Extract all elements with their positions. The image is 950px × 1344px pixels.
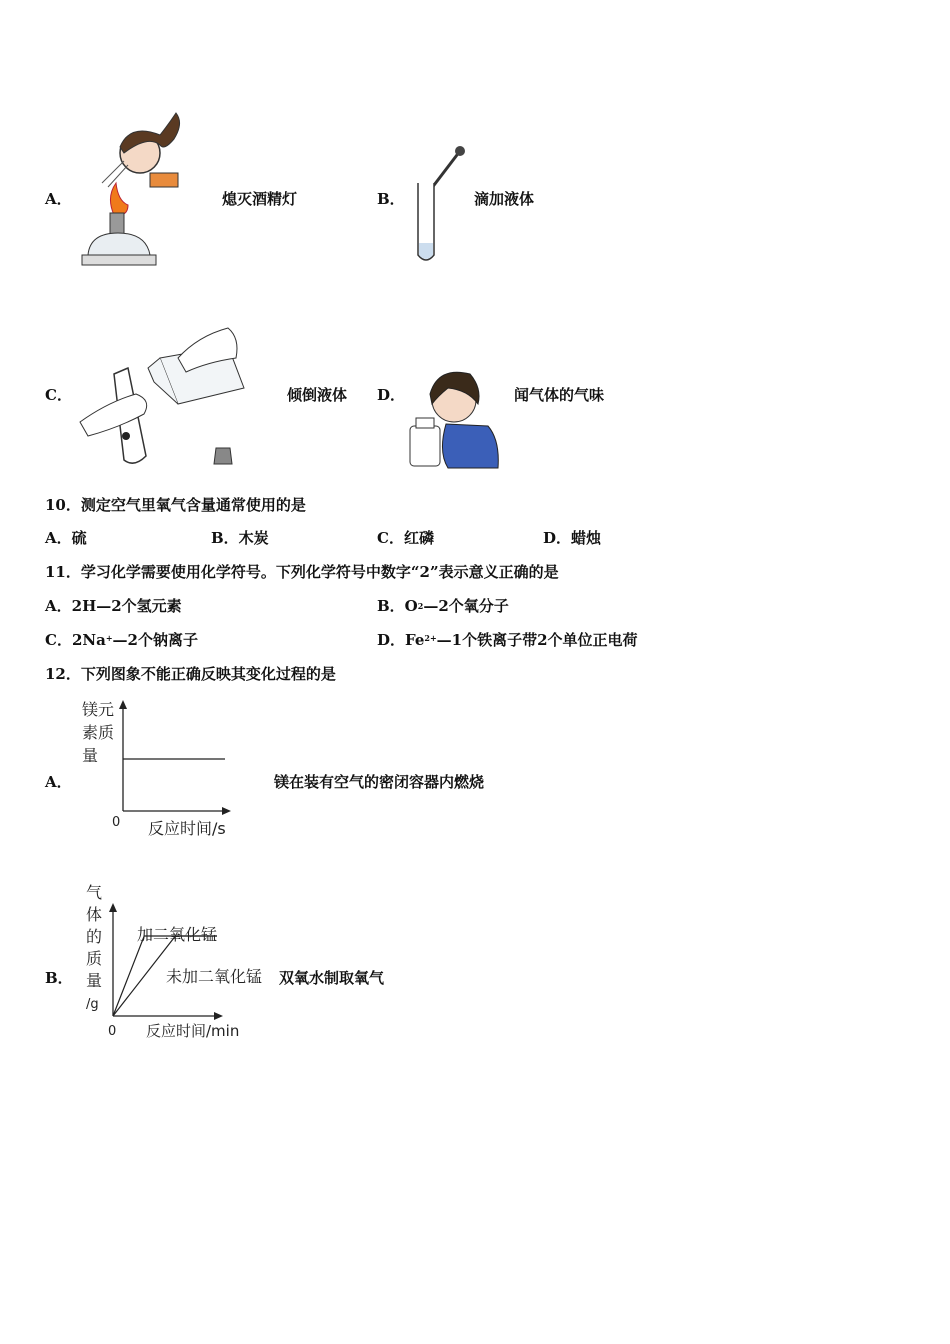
chart-a-origin: 0 [112,815,121,830]
q12-chart-b [80,882,265,1042]
q9-option-c-image [78,318,248,468]
chart-a-xlabel: 反应时间/s [148,819,226,838]
q12-option-b-caption: 双氧水制取氧气 [279,969,385,987]
q11-option-d: D．$Fe^{2+}—1$个铁离子带2个单位正电荷 [377,631,638,649]
chart-b-annotation-without-mno2: 未加二氧化锰 [166,967,263,986]
q12-option-a-letter: A． [45,773,72,791]
q9-option-d-caption: 闻气体的气味 [514,386,605,404]
chart-b-y-arrow [109,903,117,912]
chart-b-ylabel [86,883,102,1012]
chart-a-x-arrow [222,807,231,815]
q12-option-b-letter: B． [45,969,73,987]
chart-a-ylabel-line3: 量 [82,746,99,765]
q11-option-b: B．O2—2个氧分子 [377,597,509,615]
q12-chart-a [70,695,250,840]
chart-a-ylabel-line2: 素质 [82,723,115,742]
q10-option-c: C．红磷 [377,529,434,547]
q10-stem: 10．测定空气里氧气含量通常使用的是 [45,496,306,514]
chart-a-ylabel-line1: 镁元 [82,700,115,719]
q10-option-a: A．硫 [45,529,87,547]
chart-b-ylabel-char: 量 [86,971,103,990]
q9-option-d-letter: D． [377,386,406,404]
chart-b-x-arrow [214,1012,223,1020]
chart-b-ylabel-char: 体 [86,905,103,924]
chart-b-ylabel-char: 的 [86,927,103,946]
q11-option-a: A．2H—2个氢元素 [45,597,182,615]
q9-option-b-letter: B． [377,190,405,208]
q9-option-a-caption: 熄灭酒精灯 [222,190,298,208]
chart-b-origin: 0 [108,1024,117,1039]
q9-option-b-image [410,143,470,268]
q11-option-c: C．2Na+—2个钠离子 [45,631,198,649]
q10-option-b: B．木炭 [211,529,269,547]
q9-option-c-letter: C． [45,386,72,404]
chart-a-y-arrow [119,700,127,709]
q9-option-a-image [78,105,190,270]
chart-b-ylabel-char: 质 [86,949,103,968]
chart-b-xlabel: 反应时间/min [146,1022,240,1040]
q9-option-b-caption: 滴加液体 [474,190,535,208]
chart-b-ylabel-char: 气 [86,883,103,902]
chart-b-ylabel-char: /g [86,997,99,1012]
q12-option-a-caption: 镁在装有空气的密闭容器内燃烧 [274,773,485,791]
q11-stem: 11．学习化学需要使用化学符号。下列化学符号中数字“2”表示意义正确的是 [45,563,559,581]
q9-option-d-image [408,360,500,470]
q10-option-d: D．蜡烛 [543,529,602,547]
q12-stem: 12．下列图象不能正确反映其变化过程的是 [45,665,336,683]
q9-option-a-letter: A． [45,190,72,208]
q9-option-c-caption: 倾倒液体 [287,386,348,404]
chart-b-annotation-with-mno2: 加二氧化锰 [137,925,218,944]
